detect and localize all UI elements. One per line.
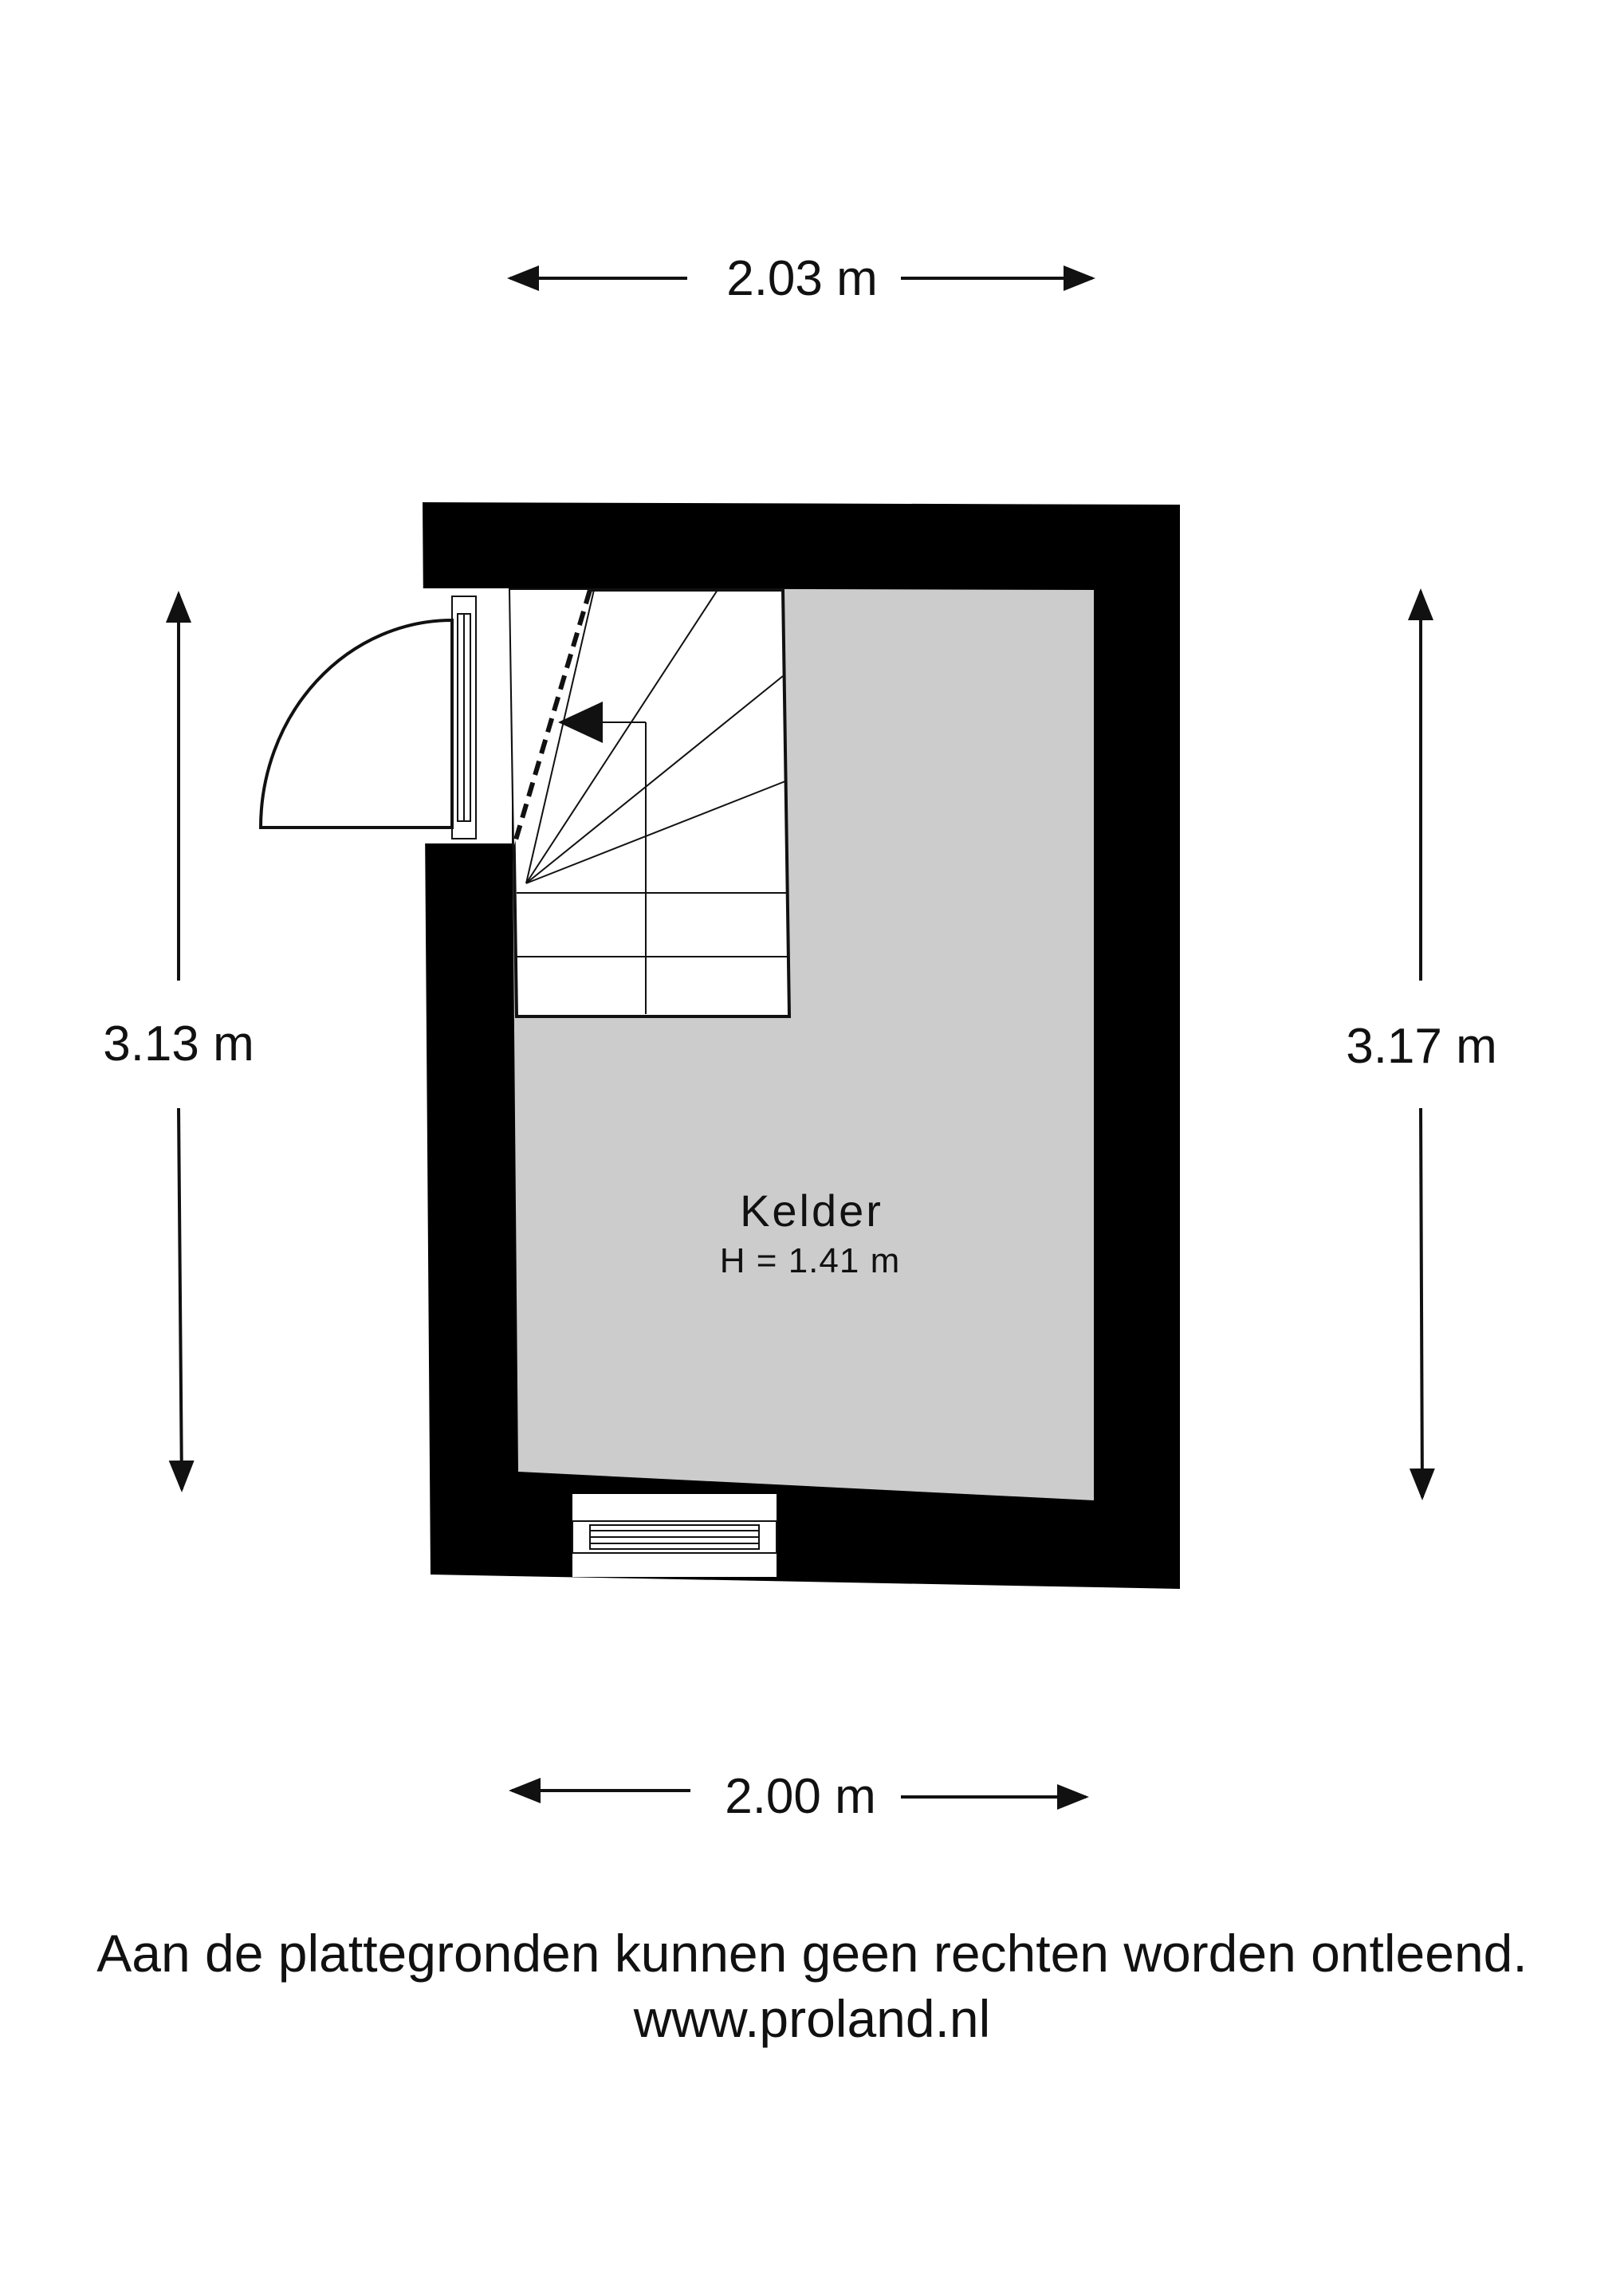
bottom-window-opening bbox=[572, 1494, 777, 1577]
dimension-top bbox=[510, 251, 1092, 306]
dimension-bottom bbox=[512, 1769, 1086, 1824]
room-name: Kelder bbox=[740, 1185, 883, 1236]
door-swing bbox=[261, 620, 452, 828]
dimension-left bbox=[103, 594, 254, 1489]
disclaimer-text: Aan de plattegronden kunnen geen rechten worden ontleend. bbox=[96, 1924, 1528, 1983]
dimension-right-label: 3.17 m bbox=[1346, 1019, 1497, 1074]
dimension-right bbox=[1346, 592, 1497, 1497]
bottom-window bbox=[572, 1521, 777, 1553]
dimension-bottom-label: 2.00 m bbox=[725, 1769, 876, 1824]
room-height: H = 1.41 m bbox=[719, 1241, 901, 1280]
staircase bbox=[510, 590, 789, 1016]
dimension-top-label: 2.03 m bbox=[726, 251, 878, 306]
dimension-left-label: 3.13 m bbox=[103, 1016, 254, 1071]
website-text: www.proland.nl bbox=[633, 1989, 991, 2048]
